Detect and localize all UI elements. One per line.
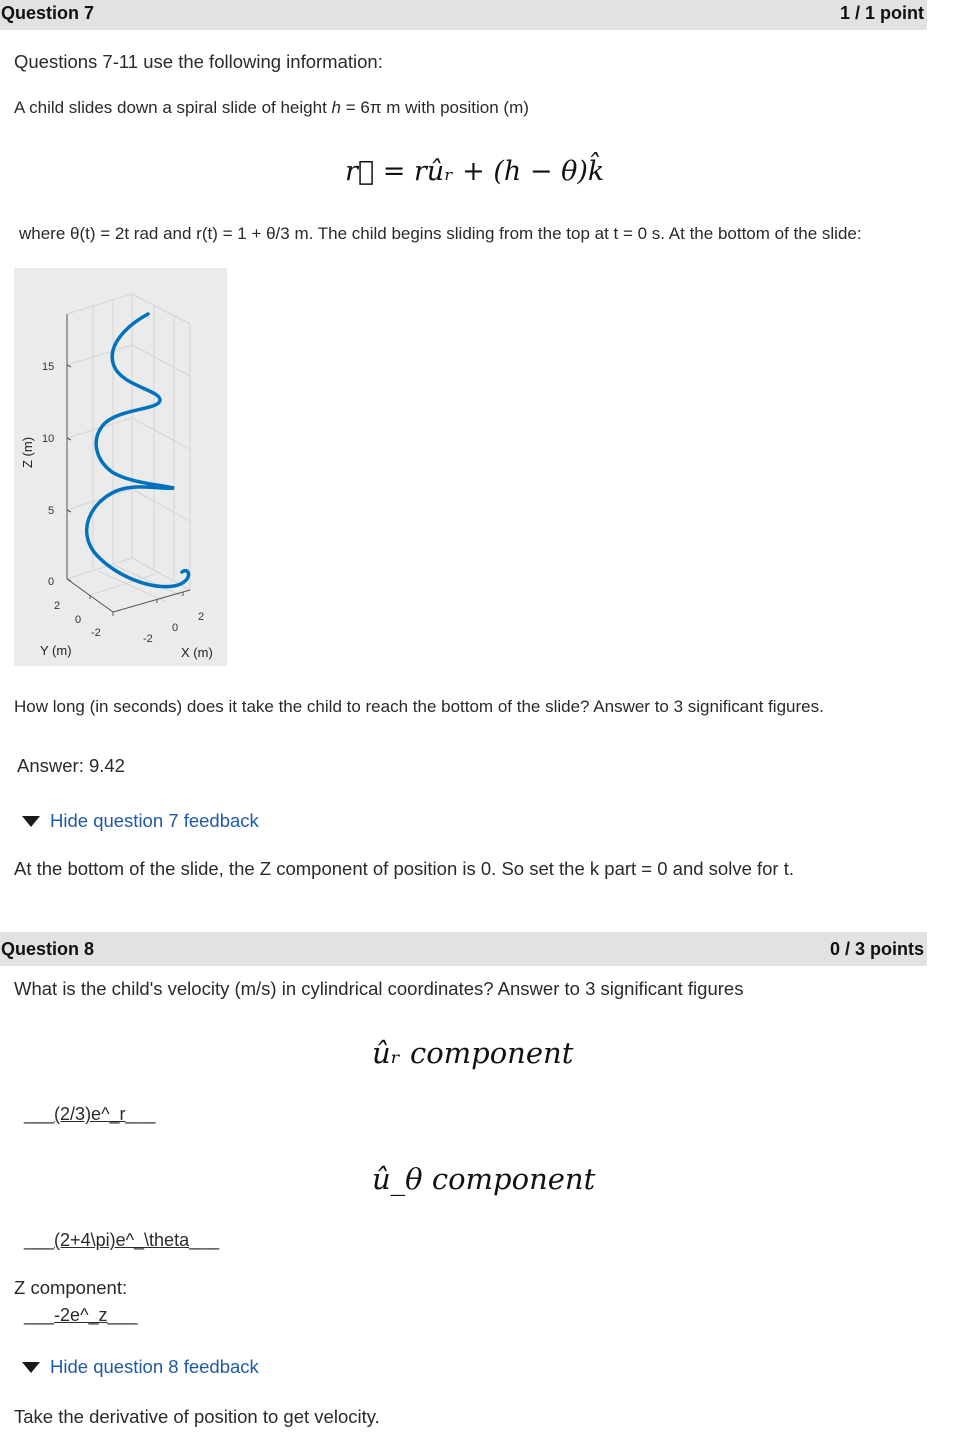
z-tick-15: 15 [42, 361, 55, 373]
ur-answer: (2/3)e^_r [54, 1104, 126, 1124]
spiral-curve [87, 314, 189, 587]
spiral-plot [14, 268, 227, 666]
question-7-title: Question 7 [1, 2, 95, 23]
ur-blank-pre: ___ [24, 1104, 55, 1124]
hide-question-7-feedback-label: Hide question 7 feedback [50, 810, 259, 831]
utheta-answer-blank [24, 1230, 219, 1251]
ur-blank-post: ___ [125, 1104, 156, 1124]
z-axis-label: Z (m) [20, 436, 35, 468]
z-answer-blank [24, 1305, 138, 1326]
utheta-blank-post: ___ [189, 1230, 220, 1250]
z-tick-0: 0 [48, 576, 55, 588]
question-7-text: How long (in seconds) does it take the child to reach the bottom of the slide? Answer to 3 significant figures. [14, 697, 824, 716]
x-tick-2: 2 [198, 611, 205, 623]
spiral-plot-svg [14, 268, 227, 666]
question-7-feedback-text: At the bottom of the slide, the Z component of position is 0. So set the k part = 0 and solve for t. [14, 858, 795, 879]
where-text: where θ(t) = 2t rad and r(t) = 1 + θ/3 m. The child begins sliding from the top at t = 0 s. At the bottom of the slide: [19, 224, 862, 243]
z-component-label: Z component: [14, 1277, 128, 1298]
y-axis-label: Y (m) [40, 643, 72, 658]
description-prefix: A child slides down a spiral slide of height [14, 98, 332, 117]
x-tick-neg2: -2 [143, 633, 153, 645]
x-axis-label: X (m) [181, 645, 213, 660]
hide-question-8-feedback-button[interactable] [22, 1356, 259, 1378]
ur-answer-blank [24, 1104, 156, 1125]
question-description [14, 98, 529, 118]
z-blank-pre: ___ [24, 1305, 55, 1325]
triangle-down-icon [22, 816, 40, 827]
hide-question-8-feedback-label: Hide question 8 feedback [50, 1356, 259, 1377]
description-h: h [331, 98, 341, 117]
utheta-component-heading: û_θ component [372, 1162, 596, 1196]
question-8-header [0, 932, 927, 966]
y-tick-2: 2 [54, 600, 61, 612]
description-suffix: = 6π m with position (m) [340, 98, 529, 117]
triangle-down-icon [22, 1362, 40, 1373]
y-tick-neg2: -2 [91, 627, 101, 639]
z-tick-10: 10 [42, 433, 55, 445]
question-8-feedback-text: Take the derivative of position to get velocity. [14, 1406, 380, 1427]
question-8-title: Question 8 [1, 938, 95, 959]
question-8-points: 0 / 3 points [829, 938, 924, 959]
y-tick-0: 0 [75, 614, 82, 626]
z-tick-5: 5 [48, 505, 55, 517]
utheta-blank-pre: ___ [24, 1230, 55, 1250]
question-7-answer: Answer: 9.42 [17, 755, 125, 776]
position-equation: r⃗ = rûᵣ + (h − θ)k̂ [345, 156, 605, 187]
question-7-header [0, 0, 927, 30]
ur-component-heading: ûᵣ component [372, 1036, 574, 1070]
question-7-points: 1 / 1 point [839, 2, 924, 23]
question-8-text: What is the child's velocity (m/s) in cylindrical coordinates? Answer to 3 significant figures [14, 978, 744, 999]
hide-question-7-feedback-button[interactable] [22, 810, 259, 832]
utheta-answer: (2+4\pi)e^_\theta [54, 1230, 190, 1250]
z-blank-post: ___ [107, 1305, 138, 1325]
z-answer: -2e^_z [54, 1305, 108, 1325]
x-tick-0: 0 [172, 622, 179, 634]
question-intro: Questions 7-11 use the following information: [14, 51, 383, 72]
